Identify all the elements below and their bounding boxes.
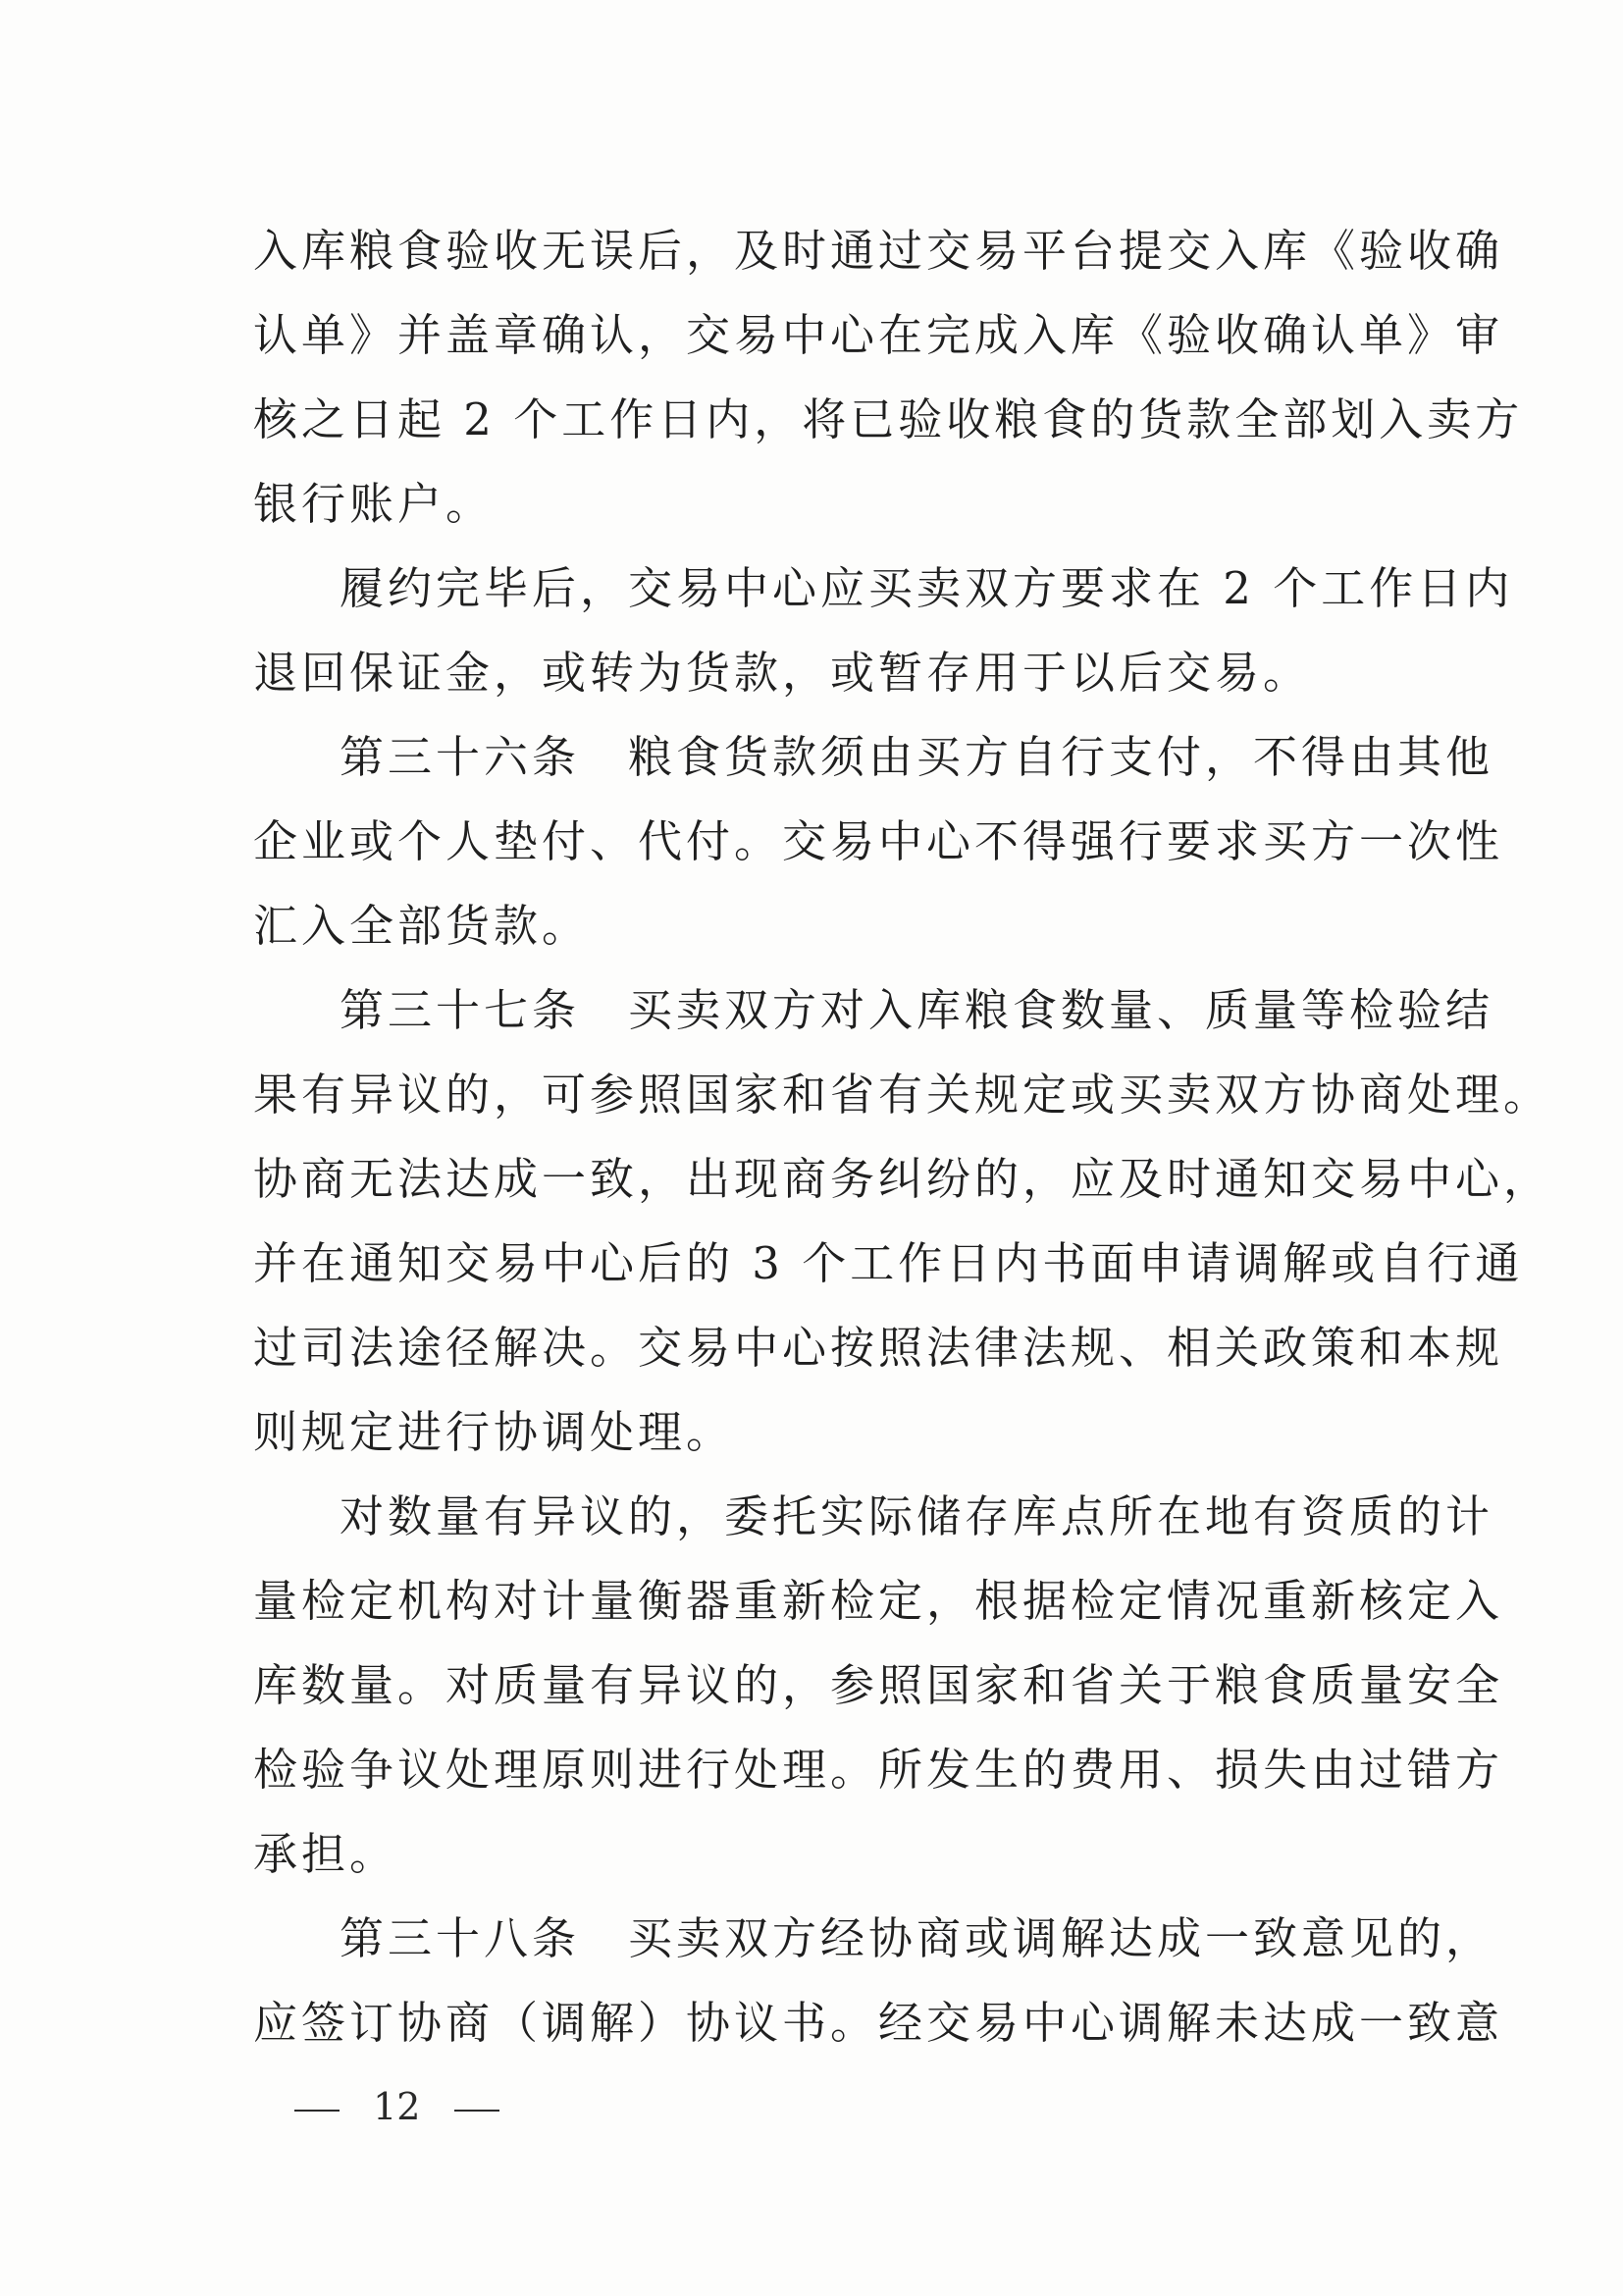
body-line: 银行账户。: [253, 478, 495, 530]
article-38-line: 第三十八条 买卖双方经协商或调解达成一致意见的，: [340, 1912, 1494, 1964]
article-37-line: 第三十七条 买卖双方对入库粮食数量、质量等检验结: [340, 984, 1494, 1036]
body-line: 汇入全部货款。: [253, 900, 591, 952]
body-line: 过司法途径解决。交易中心按照法律法规、相关政策和本规: [253, 1322, 1504, 1374]
paragraph-first-line: 履约完毕后，交易中心应买卖双方要求在 2 个工作日内: [340, 562, 1514, 614]
footer-dash-left: [294, 2110, 340, 2112]
body-line: 企业或个人垫付、代付。交易中心不得强行要求买方一次性: [253, 815, 1504, 867]
body-line: 应签订协商（调解）协议书。经交易中心调解未达成一致意: [253, 1997, 1504, 2049]
footer-dash-right: [454, 2110, 499, 2112]
article-36-line: 第三十六条 粮食货款须由买方自行支付，不得由其他: [340, 731, 1494, 783]
body-line: 认单》并盖章确认，交易中心在完成入库《验收确认单》审: [253, 309, 1504, 361]
body-line: 承担。: [253, 1828, 398, 1880]
page-footer: [294, 2082, 499, 2131]
body-line: 协商无法达成一致，出现商务纠纷的，应及时通知交易中心，: [253, 1153, 1552, 1205]
page-number: 12: [373, 2085, 421, 2128]
body-line: 核之日起 2 个工作日内，将已验收粮食的货款全部划入卖方: [253, 393, 1524, 445]
body-line: 并在通知交易中心后的 3 个工作日内书面申请调解或自行通: [253, 1237, 1524, 1289]
body-line: 果有异议的，可参照国家和省有关规定或买卖双方协商处理。: [253, 1069, 1552, 1121]
body-line: 量检定机构对计量衡器重新检定，根据检定情况重新核定入: [253, 1575, 1504, 1627]
body-line: 则规定进行协调处理。: [253, 1406, 735, 1458]
body-line: 库数量。对质量有异议的，参照国家和省关于粮食质量安全: [253, 1659, 1504, 1711]
paragraph-first-line: 对数量有异议的，委托实际储存库点所在地有资质的计: [340, 1490, 1494, 1542]
body-line: 退回保证金，或转为货款，或暂存用于以后交易。: [253, 647, 1312, 699]
body-line: 检验争议处理原则进行处理。所发生的费用、损失由过错方: [253, 1744, 1504, 1796]
body-line: 入库粮食验收无误后，及时通过交易平台提交入库《验收确: [253, 225, 1504, 277]
